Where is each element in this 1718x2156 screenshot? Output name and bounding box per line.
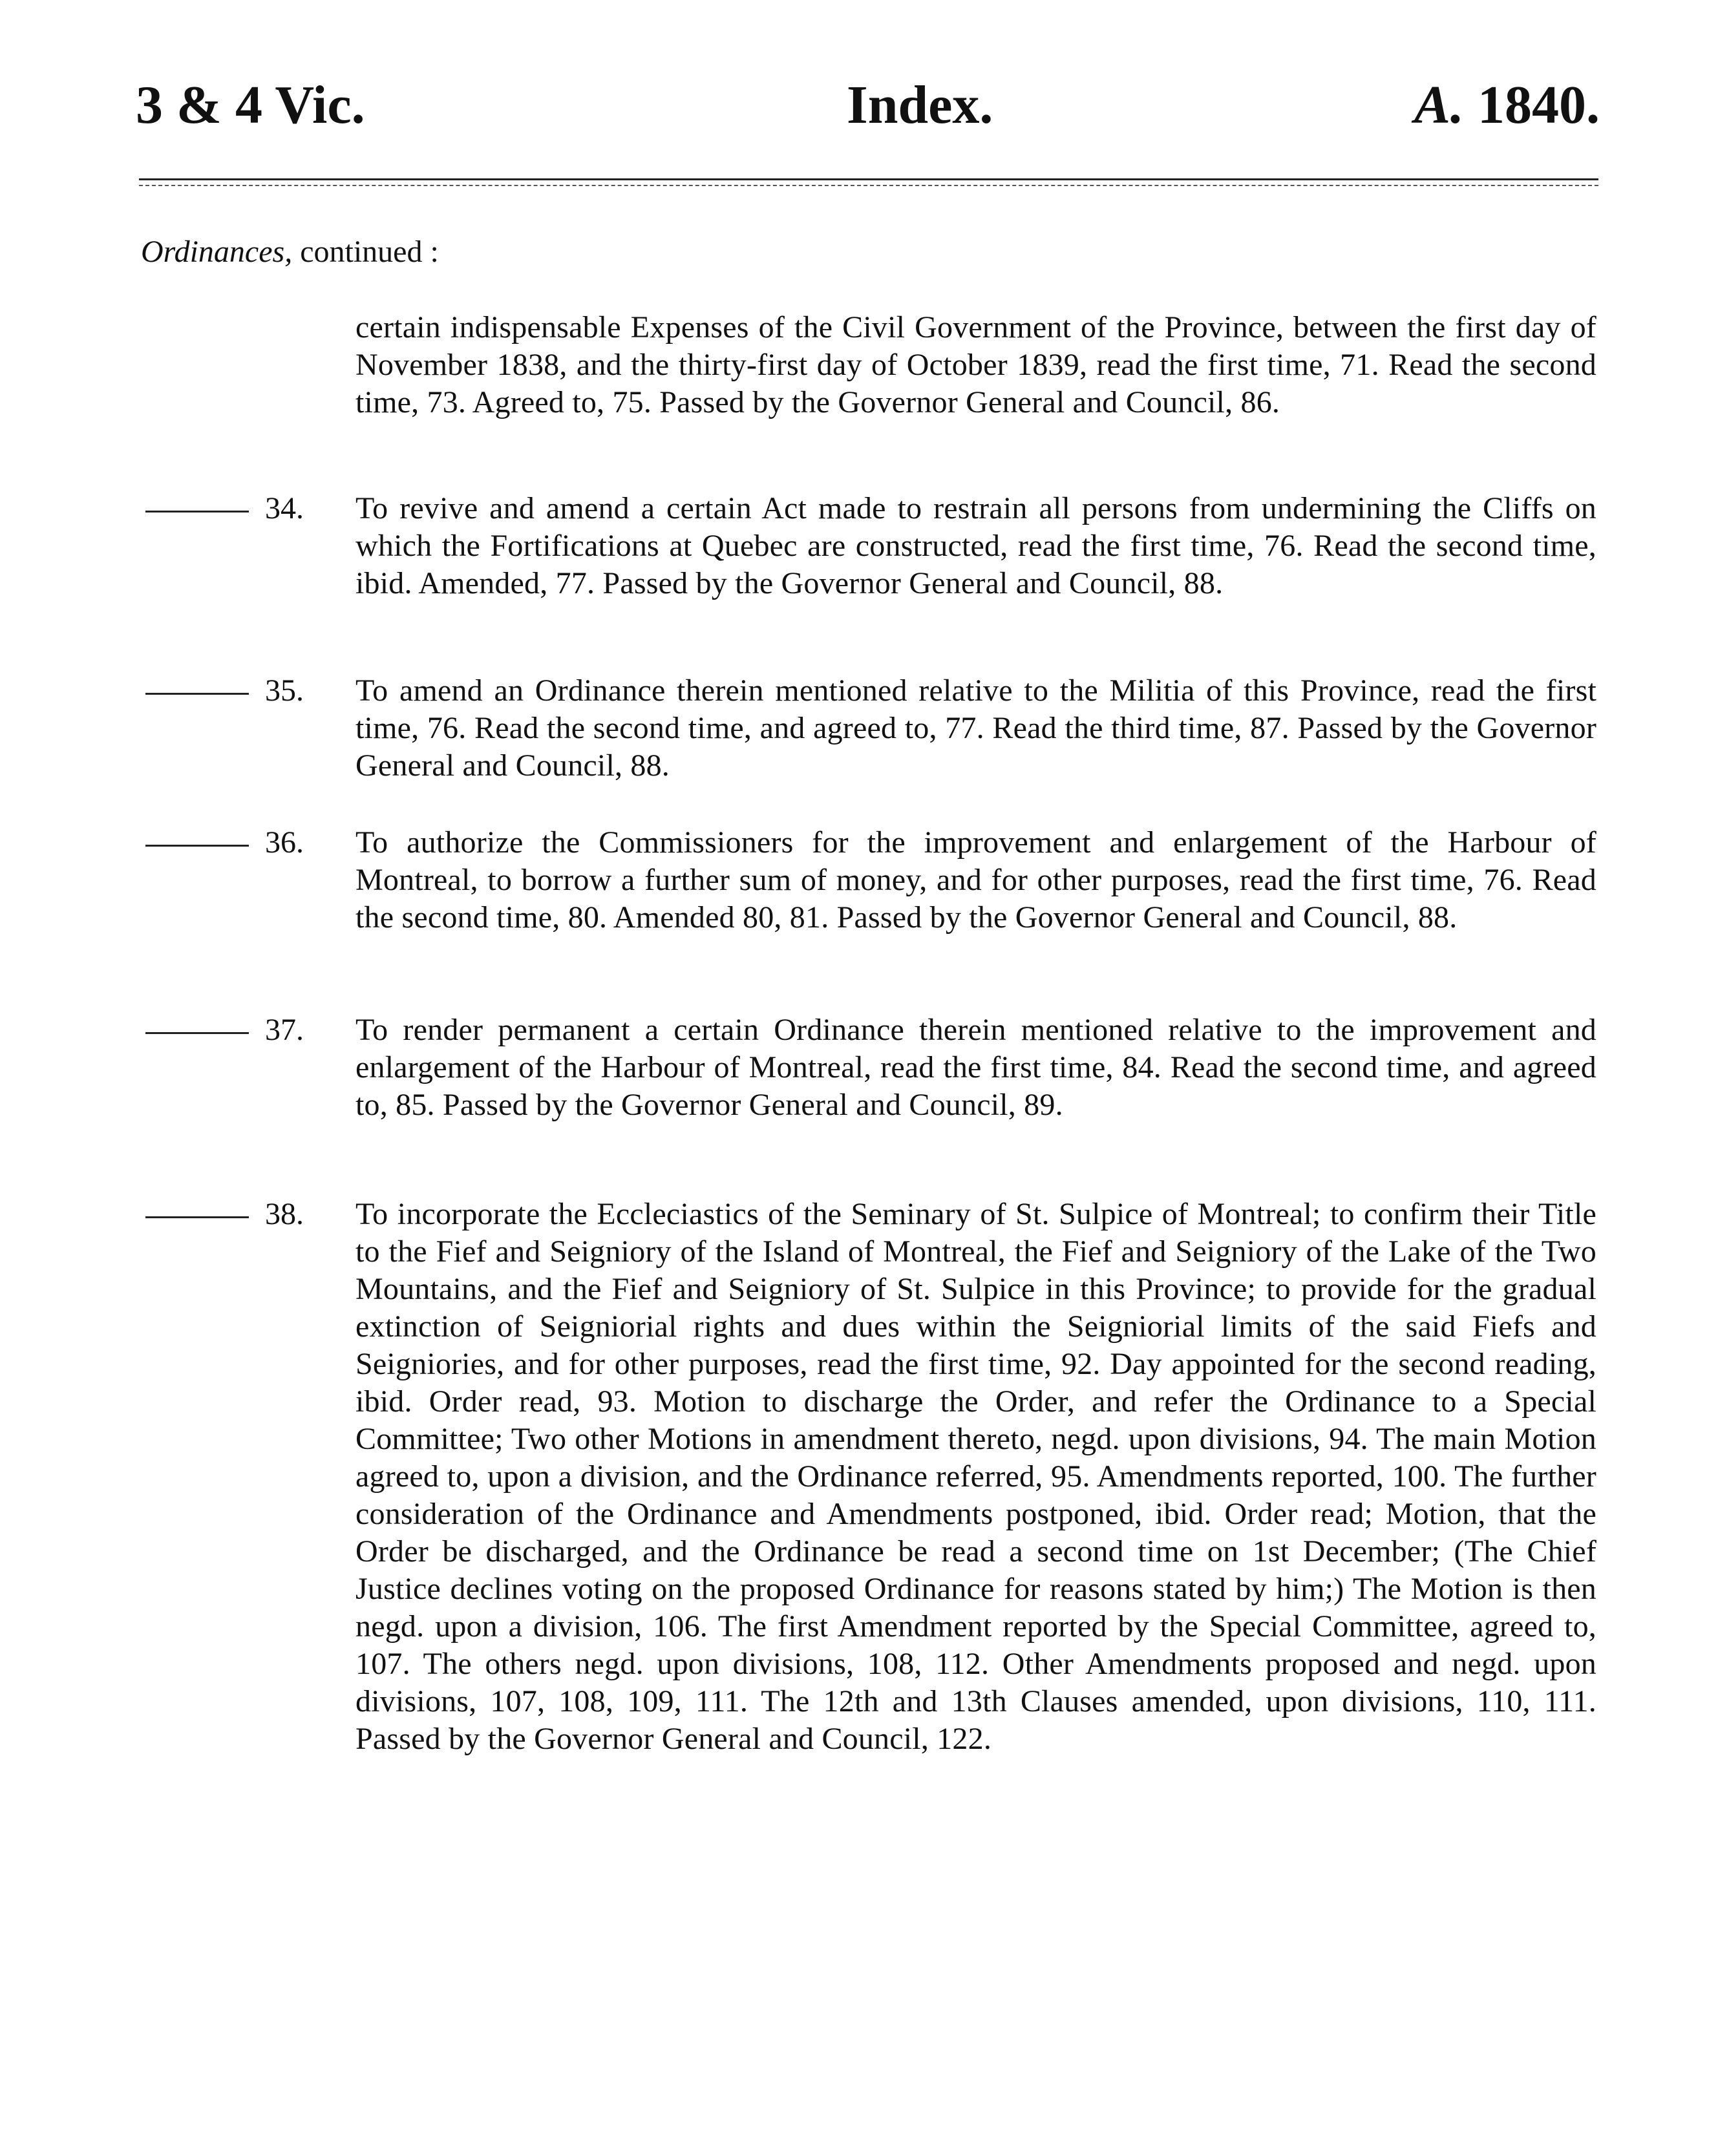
entry-text: To authorize the Commissioners for the improvement and enlargement of the Harbour of Montreal, to borrow a further sum of money, and for other purposes, read the first time, 76. Read the second time, 80. Amended 80, 81. Passed by the Governor General and Council, 88.: [355, 825, 1596, 935]
ditto-dash: [145, 511, 249, 513]
entry-text: To revive and amend a certain Act made to restrain all persons from undermining the Cliffs on which the Fortifications at Quebec are constructed, read the first time, 76. Read the second time, ibid. Amended, 77. Passed by the Governor General and Council, 88.: [355, 491, 1596, 600]
header-year: [1414, 70, 1600, 141]
entry-number: 34.: [265, 491, 304, 525]
ditto-dash: [145, 845, 249, 847]
header-rule-dashed: [139, 185, 1598, 186]
section-heading: [141, 233, 439, 271]
header-title: Index.: [847, 75, 993, 135]
ditto-dash: [145, 1216, 249, 1218]
header-session: 3 & 4 Vic.: [136, 75, 365, 135]
header-year-number: 1840.: [1478, 75, 1600, 135]
entry-text: To incorporate the Eccleciastics of the Seminary of St. Sulpice of Montreal; to confirm their Title to the Fief and Seigniory of the Island of Montreal, the Fief and Seigniory of the Lake of the Two Mountains, and the Fief and Seigniory of St. Sulpice in this Province; to provide for the gradual extinction of Seigniorial rights and dues within the Seigniorial limits of the said Fiefs and Seigniories, and for other purposes, read the first time, 92. Day appointed for the second reading, ibid. Order read, 93. Motion to discharge the Order, and refer the Ordinance to a Special Committee; Two other Motions in amendment thereto, negd. upon divisions, 94. The main Motion agreed to, upon a division, and the Ordinance referred, 95. Amendments reported, 100. The further consideration of the Ordinance and Amendments postponed, ibid. Order read; Motion, that the Order be discharged, and the Ordinance be read a second time on 1st December; (The Chief Justice declines voting on the proposed Ordinance for reasons stated by him;) The Motion is then negd. upon a division, 106. The first Amendment reported by the Special Committee, agreed to, 107. The others negd. upon divisions, 108, 112. Other Amendments proposed and negd. upon divisions, 107, 108, 109, 111. The 12th and 13th Clauses amended, upon divisions, 110, 111. Passed by the Governor General and Council, 122.: [355, 1197, 1596, 1756]
section-heading-italic: Ordinances,: [141, 235, 293, 269]
entry-text: To render permanent a certain Ordinance therein mentioned relative to the improvement and enlargement of the Harbour of Montreal, read the first time, 84. Read the second time, and agreed to, 85. Passed by the Governor General and Council, 89.: [355, 1013, 1596, 1122]
entry-number: 38.: [265, 1197, 304, 1231]
header-anno-mark: A.: [1414, 75, 1464, 135]
entry-number: 36.: [265, 825, 304, 860]
running-header: [136, 70, 1600, 141]
entry-number: 37.: [265, 1013, 304, 1047]
section-heading-rest: continued :: [292, 235, 439, 269]
entry-text: certain indispensable Expenses of the Civil Government of the Province, between the first day of November 1838, and the thirty-first day of October 1839, read the first time, 71. Read the second time, 73. Agreed to, 75. Passed by the Governor General and Council, 86.: [355, 310, 1596, 419]
ditto-dash: [145, 1032, 249, 1034]
entry-text: To amend an Ordinance therein mentioned relative to the Militia of this Province, read the first time, 76. Read the second time, and agreed to, 77. Read the third time, 87. Passed by the Governor General and Council, 88.: [355, 673, 1596, 783]
entry-number: 35.: [265, 673, 304, 708]
ditto-dash: [145, 693, 249, 695]
header-rule: [139, 178, 1598, 180]
